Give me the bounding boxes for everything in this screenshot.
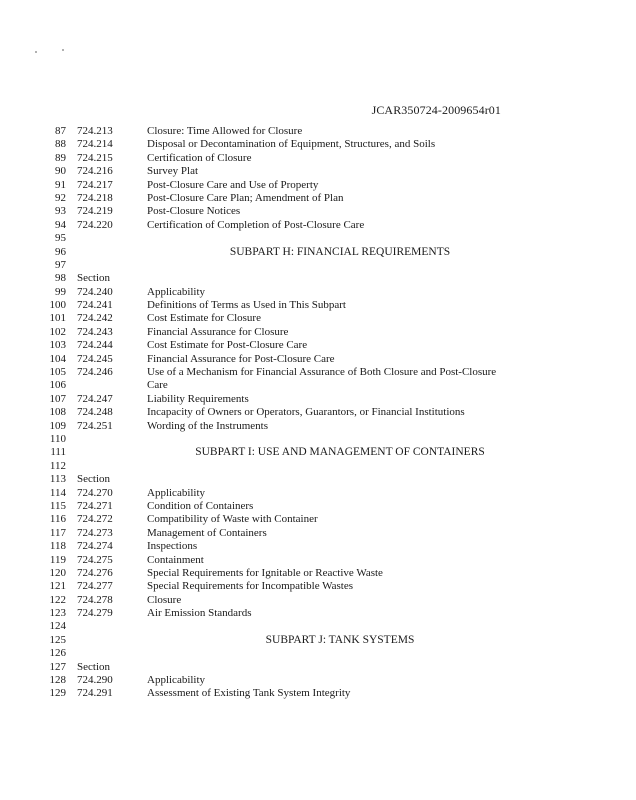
listing-row (0, 527, 636, 540)
line-number: 95 (55, 232, 66, 245)
section-title: Cost Estimate for Closure (147, 312, 261, 325)
listing-row (0, 674, 636, 687)
section-number: 724.279 (77, 607, 113, 620)
line-number: 88 (55, 138, 66, 151)
line-number: 126 (49, 647, 66, 660)
line-number: 104 (49, 352, 66, 365)
listing-row (0, 473, 636, 486)
section-column-header: Section (77, 473, 110, 486)
section-number: 724.219 (77, 205, 113, 218)
listing-row (0, 353, 636, 366)
line-number: 94 (55, 218, 66, 231)
section-number: 724.246 (77, 366, 113, 379)
section-title: Condition of Containers (147, 499, 254, 512)
line-number: 114 (49, 486, 66, 499)
section-title: Liability Requirements (147, 392, 249, 405)
section-title: Post-Closure Care and Use of Property (147, 178, 319, 191)
listing-row (0, 312, 636, 325)
line-number: 128 (49, 674, 66, 687)
listing-row (0, 687, 636, 700)
section-number: 724.242 (77, 312, 113, 325)
section-number: 724.217 (77, 178, 113, 191)
listing-row (0, 205, 636, 218)
listing-row (0, 339, 636, 352)
line-number: 96 (55, 245, 66, 258)
listing-row (0, 379, 636, 392)
subpart-heading-row (0, 246, 636, 259)
section-number: 724.251 (77, 419, 113, 432)
line-number: 103 (49, 339, 66, 352)
section-number: 724.243 (77, 325, 113, 338)
line-number: 93 (55, 205, 66, 218)
subpart-heading-row (0, 446, 636, 459)
line-number: 105 (49, 366, 66, 379)
line-number: 119 (49, 553, 66, 566)
line-number: 102 (49, 325, 66, 338)
line-number: 121 (49, 580, 66, 593)
listing-row (0, 567, 636, 580)
listing-row (0, 554, 636, 567)
section-title: Applicability (147, 674, 206, 687)
line-number: 113 (49, 473, 66, 486)
section-title: Special Requirements for Ignitable or Reactive Waste (147, 566, 383, 579)
section-title: Incapacity of Owners or Operators, Guarantors, or Financial Institutions (147, 406, 465, 419)
line-number: 101 (49, 312, 66, 325)
listing-row (0, 326, 636, 339)
listing-row (0, 125, 636, 138)
section-title: Certification of Completion of Post-Closure Care (147, 218, 365, 231)
listing-row (0, 460, 636, 473)
section-number: 724.248 (77, 406, 113, 419)
listing-row (0, 393, 636, 406)
listing-row (0, 487, 636, 500)
section-number: 724.290 (77, 674, 113, 687)
section-number: 724.291 (77, 687, 113, 700)
section-number: 724.275 (77, 553, 113, 566)
line-number: 98 (55, 272, 66, 285)
listing-row (0, 152, 636, 165)
listing-row (0, 661, 636, 674)
section-number: 724.244 (77, 339, 113, 352)
section-number: 724.271 (77, 499, 113, 512)
line-number: 97 (55, 258, 66, 271)
listing-row (0, 607, 636, 620)
listing-row (0, 138, 636, 151)
listing-row (0, 420, 636, 433)
section-listing (0, 125, 636, 701)
section-number: 724.273 (77, 526, 113, 539)
section-number: 724.270 (77, 486, 113, 499)
line-number: 99 (55, 285, 66, 298)
listing-row (0, 513, 636, 526)
listing-row (0, 433, 636, 446)
line-number: 129 (49, 687, 66, 700)
section-number: 724.240 (77, 285, 113, 298)
section-number: 724.218 (77, 191, 113, 204)
listing-row (0, 366, 636, 379)
section-title: Containment (147, 553, 204, 566)
section-title: Inspections (147, 540, 198, 553)
line-number: 124 (49, 620, 66, 633)
listing-row (0, 192, 636, 205)
listing-row (0, 620, 636, 633)
scan-speck (35, 51, 37, 53)
section-title: Applicability (147, 285, 206, 298)
section-title: Air Emission Standards (147, 607, 252, 620)
scan-speck (62, 49, 64, 51)
line-number: 108 (49, 406, 66, 419)
section-title: Assessment of Existing Tank System Integrity (147, 687, 351, 700)
subpart-heading: SUBPART I: USE AND MANAGEMENT OF CONTAINERS (195, 446, 485, 459)
section-title: Financial Assurance for Closure (147, 325, 289, 338)
section-number: 724.241 (77, 299, 113, 312)
section-title: Closure: Time Allowed for Closure (147, 125, 303, 137)
listing-row (0, 286, 636, 299)
line-number: 123 (49, 607, 66, 620)
section-title: Applicability (147, 486, 206, 499)
line-number: 100 (49, 299, 66, 312)
line-number: 122 (49, 593, 66, 606)
section-number: 724.213 (77, 125, 113, 137)
section-title: Care (147, 379, 168, 392)
listing-row (0, 179, 636, 192)
line-number: 127 (49, 660, 66, 673)
section-title: Disposal or Decontamination of Equipment, Structures, and Soils (147, 138, 436, 151)
section-column-header: Section (77, 272, 110, 285)
line-number: 118 (49, 540, 66, 553)
section-number: 724.277 (77, 580, 113, 593)
line-number: 89 (55, 151, 66, 164)
line-number: 117 (49, 526, 66, 539)
section-title: Closure (147, 593, 182, 606)
section-number: 724.278 (77, 593, 113, 606)
section-column-header: Section (77, 660, 110, 673)
section-number: 724.272 (77, 513, 113, 526)
line-number: 115 (49, 499, 66, 512)
line-number: 87 (55, 125, 66, 137)
listing-row (0, 647, 636, 660)
section-number: 724.216 (77, 165, 113, 178)
listing-row (0, 540, 636, 553)
section-number: 724.215 (77, 151, 113, 164)
listing-row (0, 500, 636, 513)
listing-row (0, 406, 636, 419)
section-title: Definitions of Terms as Used in This Subpart (147, 299, 346, 312)
section-number: 724.214 (77, 138, 113, 151)
line-number: 107 (49, 392, 66, 405)
line-number: 110 (49, 432, 66, 445)
section-title: Post-Closure Notices (147, 205, 241, 218)
document-id: JCAR350724-2009654r01 (371, 103, 501, 117)
listing-row (0, 219, 636, 232)
section-title: Survey Plat (147, 165, 199, 178)
section-number: 724.274 (77, 540, 113, 553)
listing-row (0, 259, 636, 272)
section-number: 724.247 (77, 392, 113, 405)
section-title: Special Requirements for Incompatible Wastes (147, 580, 354, 593)
listing-row (0, 272, 636, 285)
subpart-heading: SUBPART J: TANK SYSTEMS (265, 633, 415, 646)
listing-row (0, 580, 636, 593)
section-title: Financial Assurance for Post-Closure Care (147, 352, 335, 365)
listing-row (0, 232, 636, 245)
section-title: Compatibility of Waste with Container (147, 513, 318, 526)
line-number: 120 (49, 566, 66, 579)
section-title: Management of Containers (147, 526, 267, 539)
subpart-heading: SUBPART H: FINANCIAL REQUIREMENTS (229, 245, 451, 258)
section-title: Cost Estimate for Post-Closure Care (147, 339, 308, 352)
listing-row (0, 594, 636, 607)
listing-row (0, 165, 636, 178)
section-number: 724.276 (77, 566, 113, 579)
section-title: Use of a Mechanism for Financial Assurance of Both Closure and Post-Closure (147, 366, 497, 379)
section-number: 724.220 (77, 218, 113, 231)
section-title: Post-Closure Care Plan; Amendment of Plan (147, 191, 344, 204)
listing-row (0, 299, 636, 312)
line-number: 112 (49, 459, 66, 472)
line-number: 111 (50, 446, 66, 459)
section-title: Wording of the Instruments (147, 419, 269, 432)
line-number: 106 (49, 379, 66, 392)
line-number: 109 (49, 419, 66, 432)
line-number: 91 (55, 178, 66, 191)
subpart-heading-row (0, 634, 636, 647)
line-number: 92 (55, 191, 66, 204)
line-number: 125 (49, 633, 66, 646)
line-number: 90 (55, 165, 66, 178)
section-number: 724.245 (77, 352, 113, 365)
section-title: Certification of Closure (147, 151, 252, 164)
line-number: 116 (49, 513, 66, 526)
